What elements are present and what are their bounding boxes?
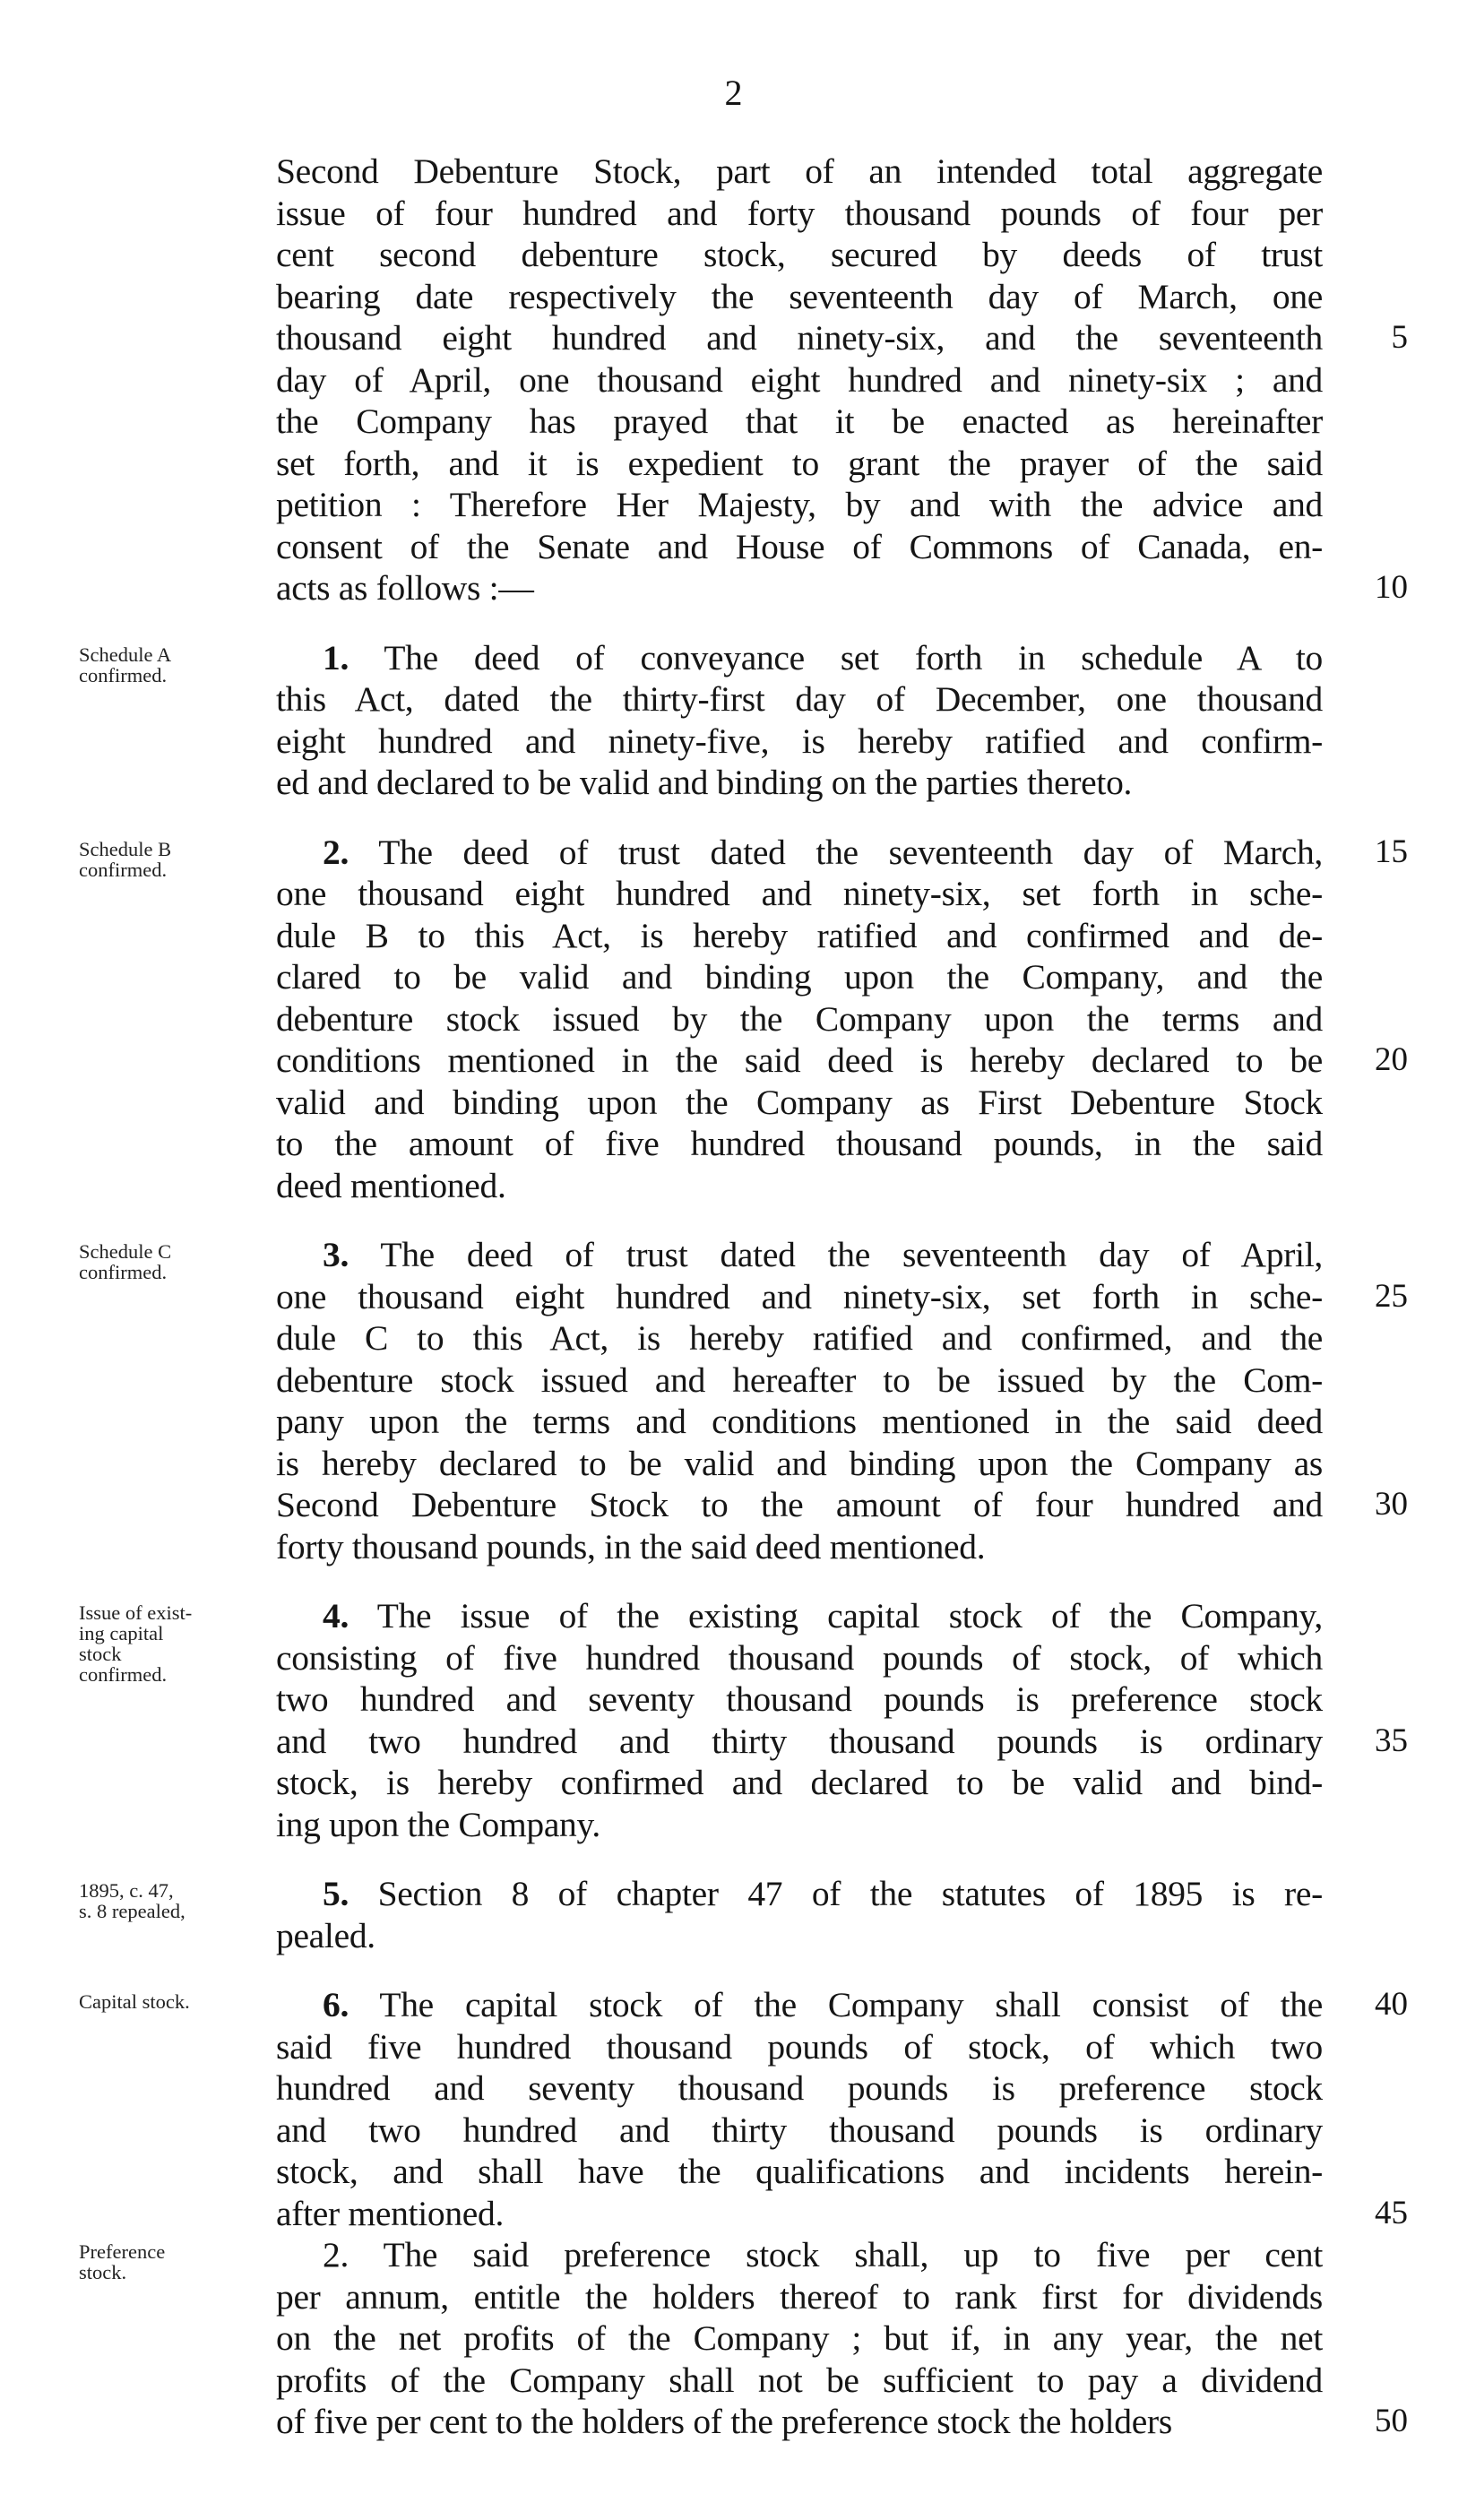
line-number: 40 xyxy=(1375,1986,1408,2023)
line-text xyxy=(276,678,1323,721)
line-text xyxy=(276,1804,1323,1846)
section-2 xyxy=(0,832,1467,1207)
text-line xyxy=(0,1526,1467,1568)
line-content: set forth, and it is expedient to grant the prayer of the said xyxy=(276,443,1323,483)
text-line xyxy=(0,151,1467,193)
line-text xyxy=(276,2234,1323,2276)
text-line xyxy=(0,443,1467,485)
line-content: forty thousand pounds, in the said deed mentioned. xyxy=(276,1526,986,1566)
section-number: 4. xyxy=(323,1596,349,1635)
line-text xyxy=(276,998,1323,1040)
line-content: dule C to this Act, is hereby ratified and confirmed, and the xyxy=(276,1318,1323,1358)
line-text xyxy=(276,443,1323,485)
line-text xyxy=(276,1762,1323,1804)
text-line xyxy=(0,1123,1467,1165)
line-content: per annum, entitle the holders thereof to rank first for dividends xyxy=(276,2276,1323,2317)
line-content: dule B to this Act, is hereby ratified and confirmed and de- xyxy=(276,915,1323,955)
line-content: after mentioned. xyxy=(276,2193,505,2233)
section-6 xyxy=(0,1984,1467,2234)
line-text xyxy=(276,1526,1323,1568)
line-text xyxy=(276,484,1323,526)
line-content: conditions mentioned in the said deed is hereby declared to be xyxy=(276,1040,1323,1080)
text-line xyxy=(0,1040,1467,1082)
line-text xyxy=(276,1873,1323,1915)
text-line xyxy=(0,762,1467,804)
text-line xyxy=(0,2151,1467,2193)
section-1 xyxy=(0,637,1467,804)
text-line xyxy=(0,1165,1467,1207)
line-content: cent second debenture stock, secured by deeds of trust xyxy=(276,235,1323,274)
text-line xyxy=(0,2317,1467,2360)
text-line xyxy=(0,2360,1467,2402)
line-text xyxy=(276,1082,1323,1124)
text-line xyxy=(0,1443,1467,1485)
text-line xyxy=(0,2110,1467,2152)
text-line xyxy=(0,276,1467,318)
line-content: Section 8 of chapter 47 of the statutes of 1895 is re- xyxy=(377,1874,1323,1913)
text-line xyxy=(0,526,1467,568)
line-content: debenture stock issued by the Company upon the terms and xyxy=(276,998,1323,1039)
line-content: two hundred and seventy thousand pounds is preference stock xyxy=(276,1679,1323,1719)
margin-note-line: Issue of exist- xyxy=(79,1601,193,1624)
intro-paragraph xyxy=(0,151,1467,609)
line-content: The deed of conveyance set forth in schedule A to xyxy=(384,637,1323,677)
line-text xyxy=(276,526,1323,568)
text-line xyxy=(0,2234,1467,2276)
line-text xyxy=(276,2026,1323,2068)
line-content: profits of the Company shall not be sufficient to pay a dividend xyxy=(276,2360,1323,2400)
margin-note-line: 1895, c. 47, xyxy=(79,1879,174,1902)
line-content: issue of four hundred and forty thousand pounds of four per xyxy=(276,193,1323,233)
line-content: petition : Therefore Her Majesty, by and with the advice and xyxy=(276,485,1323,524)
line-content: consisting of five hundred thousand pounds of stock, of which xyxy=(276,1637,1323,1678)
line-content: eight hundred and ninety-five, is hereby ratified and confirm- xyxy=(276,721,1323,761)
section-number: 1. xyxy=(323,637,349,677)
line-content: and two hundred and thirty thousand pounds is ordinary xyxy=(276,2110,1323,2150)
section-number: 3. xyxy=(323,1235,349,1274)
text-line xyxy=(0,956,1467,998)
line-content: clared to be valid and binding upon the Company, and the xyxy=(276,957,1323,997)
text-line xyxy=(0,359,1467,401)
line-content: The deed of trust dated the seventeenth day of March, xyxy=(378,832,1323,872)
section-5 xyxy=(0,1873,1467,1956)
line-text xyxy=(276,956,1323,998)
margin-note-line: Schedule B xyxy=(79,837,172,860)
margin-note-line: s. 8 repealed, xyxy=(79,1900,186,1922)
line-number: 35 xyxy=(1375,1722,1408,1759)
line-text xyxy=(276,637,1323,679)
line-text xyxy=(276,1443,1323,1485)
line-content: deed mentioned. xyxy=(276,1165,506,1205)
text-line xyxy=(0,2276,1467,2318)
line-text xyxy=(276,151,1323,193)
line-text xyxy=(276,1276,1323,1318)
line-content: ed and declared to be valid and binding on the parties thereto. xyxy=(276,763,1133,802)
line-text xyxy=(276,1165,1323,1207)
text-line xyxy=(0,1984,1467,2026)
margin-note-line: stock. xyxy=(79,2261,127,2283)
line-text xyxy=(276,401,1323,443)
line-text xyxy=(276,2401,1323,2443)
line-content: debenture stock issued and hereafter to be issued by the Com- xyxy=(276,1359,1323,1400)
line-content: one thousand eight hundred and ninety-six, set forth in sche- xyxy=(276,1276,1323,1316)
text-line xyxy=(0,2067,1467,2110)
text-line xyxy=(0,317,1467,359)
text-line xyxy=(0,1359,1467,1402)
line-content: stock, is hereby confirmed and declared to be valid and bind- xyxy=(276,1763,1323,1802)
line-number: 45 xyxy=(1375,2194,1408,2231)
line-text xyxy=(276,276,1323,318)
line-text xyxy=(276,193,1323,235)
line-text xyxy=(276,1679,1323,1721)
line-content: said five hundred thousand pounds of stock, of which two xyxy=(276,2026,1323,2067)
line-text xyxy=(276,1915,1323,1957)
line-content: to the amount of five hundred thousand pounds, in the said xyxy=(276,1124,1323,1163)
text-line xyxy=(0,193,1467,235)
line-text xyxy=(276,2276,1323,2318)
text-line xyxy=(0,1276,1467,1318)
line-content: this Act, dated the thirty-first day of December, one thousand xyxy=(276,679,1323,719)
text-line xyxy=(0,1317,1467,1359)
text-line xyxy=(0,2401,1467,2443)
line-number: 25 xyxy=(1375,1277,1408,1315)
line-content: hundred and seventy thousand pounds is preference stock xyxy=(276,2068,1323,2108)
line-content: bearing date respectively the seventeenth day of March, one xyxy=(276,276,1323,316)
line-text xyxy=(276,1401,1323,1443)
text-line xyxy=(0,2026,1467,2068)
margin-note-line: ing capital xyxy=(79,1622,164,1644)
line-content: Second Debenture Stock to the amount of four hundred and xyxy=(276,1485,1323,1524)
line-content: The deed of trust dated the seventeenth day of April, xyxy=(380,1235,1323,1274)
text-line xyxy=(0,637,1467,679)
line-content: of five per cent to the holders of the preference stock the holders xyxy=(276,2402,1172,2441)
line-content: Second Debenture Stock, part of an intended total aggregate xyxy=(276,151,1323,191)
line-text xyxy=(276,1595,1323,1637)
line-content: The capital stock of the Company shall consist of the xyxy=(379,1985,1323,2024)
line-text xyxy=(276,873,1323,915)
section-4 xyxy=(0,1595,1467,1845)
line-text xyxy=(276,1984,1323,2026)
line-content: consent of the Senate and House of Commons of Canada, en- xyxy=(276,526,1323,566)
text-line xyxy=(0,1595,1467,1637)
text-line xyxy=(0,1637,1467,1679)
line-content: stock, and shall have the qualifications and incidents herein- xyxy=(276,2152,1323,2191)
line-text xyxy=(276,1637,1323,1679)
line-text xyxy=(276,1721,1323,1763)
text-line xyxy=(0,567,1467,609)
text-line xyxy=(0,873,1467,915)
line-text xyxy=(276,1040,1323,1082)
text-line xyxy=(0,1484,1467,1526)
section-number: 6. xyxy=(323,1985,349,2024)
text-line xyxy=(0,1721,1467,1763)
line-text xyxy=(276,2317,1323,2360)
line-text xyxy=(276,2360,1323,2402)
line-content: and two hundred and thirty thousand pounds is ordinary xyxy=(276,1721,1323,1761)
section-number: 5. xyxy=(323,1874,349,1913)
line-content: thousand eight hundred and ninety-six, and the seventeenth xyxy=(276,318,1323,358)
line-text xyxy=(276,234,1323,276)
text-line xyxy=(0,1679,1467,1721)
text-line xyxy=(0,1401,1467,1443)
line-text xyxy=(276,1234,1323,1276)
margin-note-line: confirmed. xyxy=(79,858,168,881)
text-line xyxy=(0,1082,1467,1124)
line-text xyxy=(276,1484,1323,1526)
text-line xyxy=(0,721,1467,763)
section-3 xyxy=(0,1234,1467,1567)
text-line xyxy=(0,1234,1467,1276)
line-content: valid and binding upon the Company as First Debenture Stock xyxy=(276,1082,1323,1122)
line-number: 15 xyxy=(1375,833,1408,870)
line-text xyxy=(276,567,1323,609)
text-line xyxy=(0,832,1467,874)
line-text xyxy=(276,2193,1323,2235)
line-number: 30 xyxy=(1375,1486,1408,1523)
line-number: 20 xyxy=(1375,1041,1408,1078)
line-text xyxy=(276,2110,1323,2152)
line-content: is hereby declared to be valid and binding upon the Company as xyxy=(276,1443,1323,1483)
line-text xyxy=(276,317,1323,359)
text-line xyxy=(0,484,1467,526)
line-content: The issue of the existing capital stock of the Company, xyxy=(376,1596,1323,1635)
line-content: one thousand eight hundred and ninety-six, set forth in sche- xyxy=(276,874,1323,913)
margin-note-line: Schedule C xyxy=(79,1240,172,1263)
text-line xyxy=(0,1762,1467,1804)
line-text xyxy=(276,762,1323,804)
line-text xyxy=(276,721,1323,763)
line-text xyxy=(276,915,1323,957)
line-content: pealed. xyxy=(276,1915,375,1955)
document-body xyxy=(0,151,1467,2443)
line-number: 50 xyxy=(1375,2403,1408,2439)
margin-note-line: Schedule A xyxy=(79,643,172,666)
text-line xyxy=(0,1873,1467,1915)
line-content: on the net profits of the Company ; but if, in any year, the net xyxy=(276,2318,1323,2358)
subsection-2 xyxy=(0,2234,1467,2443)
line-text xyxy=(276,359,1323,401)
text-line xyxy=(0,2193,1467,2235)
line-content: acts as follows :— xyxy=(276,568,534,608)
margin-note-line: stock xyxy=(79,1643,122,1665)
margin-note-line: confirmed. xyxy=(79,1663,168,1686)
margin-note-line: Preference xyxy=(79,2240,166,2263)
line-text xyxy=(276,2151,1323,2193)
line-number: 10 xyxy=(1375,569,1408,606)
line-content: the Company has prayed that it be enacted as hereinafter xyxy=(276,401,1323,441)
line-text xyxy=(276,1317,1323,1359)
page-number: 2 xyxy=(724,73,743,113)
text-line xyxy=(0,1915,1467,1957)
line-content: ing upon the Company. xyxy=(276,1804,600,1844)
margin-note-line: confirmed. xyxy=(79,663,168,686)
text-line xyxy=(0,678,1467,721)
line-content: pany upon the terms and conditions mentioned in the said deed xyxy=(276,1402,1323,1441)
margin-note-line: confirmed. xyxy=(79,1261,168,1283)
margin-note-line: Capital stock. xyxy=(79,1990,190,2013)
text-line xyxy=(0,1804,1467,1846)
section-number: 2. xyxy=(323,832,349,872)
line-text xyxy=(276,1359,1323,1402)
line-content: 2. The said preference stock shall, up to five per cent xyxy=(323,2235,1323,2274)
text-line xyxy=(0,401,1467,443)
line-content: day of April, one thousand eight hundred and ninety-six ; and xyxy=(276,359,1323,400)
line-text xyxy=(276,1123,1323,1165)
line-number: 5 xyxy=(1391,319,1408,356)
text-line xyxy=(0,234,1467,276)
text-line xyxy=(0,998,1467,1040)
line-text xyxy=(276,2067,1323,2110)
line-text xyxy=(276,832,1323,874)
text-line xyxy=(0,915,1467,957)
